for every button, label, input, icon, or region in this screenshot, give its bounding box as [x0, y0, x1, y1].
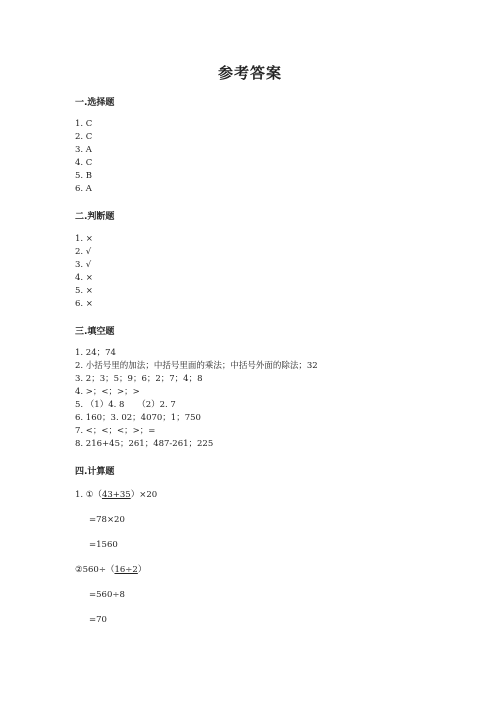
answer-line: 4. >；<；>；> — [75, 387, 140, 397]
calc-prefix: 1. ①（ — [75, 490, 102, 500]
answer-line: 2. √ — [75, 247, 92, 257]
answer-line: 8. 216+45；261；487-261；225 — [75, 439, 214, 449]
answer-line: 3. A — [75, 145, 92, 155]
answer-line: 6. 160；3. 02；4070；1；750 — [75, 413, 201, 423]
answer-line: 4. C — [75, 158, 93, 168]
calc-underlined-part: 43+35 — [101, 490, 131, 500]
answer-line: 1. 24；74 — [75, 348, 116, 358]
calc-prefix: ②560÷（ — [75, 565, 115, 575]
page-title: 参考答案 — [217, 64, 282, 82]
calc-suffix: ） — [137, 565, 147, 575]
answer-line: 6. × — [75, 299, 93, 309]
answer-line: 1. × — [75, 234, 93, 244]
calc-step: =1560 — [89, 540, 118, 550]
answer-line: 4. × — [75, 273, 93, 283]
answer-line: 2. 小括号里的加法；中括号里面的乘法；中括号外面的除法；32 — [75, 361, 318, 371]
answer-line: 5. B — [75, 171, 93, 181]
section-heading-judgement: 二.判断题 — [75, 212, 115, 222]
answer-line: 5. （1）4. 8 （2）2. 7 — [75, 400, 176, 410]
answer-line: 7. <；<；<；>；= — [75, 426, 156, 436]
calc-step: =78×20 — [89, 515, 125, 525]
answer-line: 3. √ — [75, 260, 92, 270]
answer-line: 5. × — [75, 286, 93, 296]
calc-expression-1 — [75, 489, 157, 501]
section-heading-calculation: 四.计算题 — [75, 467, 115, 477]
calc-step: =70 — [89, 615, 107, 625]
calc-step: =560÷8 — [89, 590, 125, 600]
section-heading-fill-blank: 三.填空题 — [75, 327, 115, 337]
section-heading-choice: 一.选择题 — [75, 98, 115, 108]
answer-line: 3. 2；3；5；9；6；2；7；4；8 — [75, 374, 203, 384]
answer-line: 1. C — [75, 119, 93, 129]
calc-underlined-part: 16÷2 — [114, 565, 138, 575]
answer-line: 6. A — [75, 184, 92, 194]
calc-expression-2 — [75, 564, 146, 576]
calc-suffix: ）×20 — [130, 490, 158, 500]
answer-line: 2. C — [75, 132, 93, 142]
